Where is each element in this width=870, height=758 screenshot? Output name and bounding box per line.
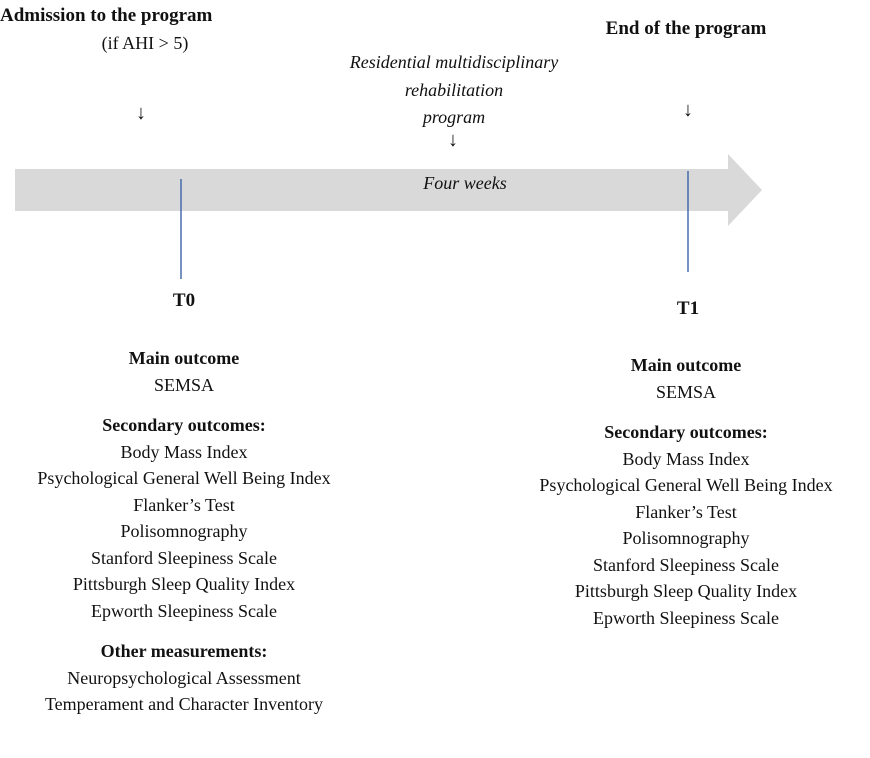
t0-secondary-item: Epworth Sleepiness Scale xyxy=(91,600,277,621)
t0-other-item: Temperament and Character Inventory xyxy=(44,694,324,714)
admission-title: Admission to the program xyxy=(0,5,213,26)
t0-secondary-item: Flanker’s Test xyxy=(133,494,235,515)
t0-secondary-item: Psychological General Well Being Index xyxy=(37,468,331,488)
program-line-2: rehabilitation xyxy=(404,80,504,100)
admission-condition: (if AHI > 5) xyxy=(101,33,189,53)
timeline-arrow xyxy=(0,0,870,290)
t1-secondary-item: Body Mass Index xyxy=(622,448,750,469)
t1-label: T1 xyxy=(676,298,700,319)
t1-secondary-heading: Secondary outcomes: xyxy=(604,422,768,442)
t1-secondary-item: Pittsburgh Sleep Quality Index xyxy=(574,581,798,601)
t0-secondary-item: Stanford Sleepiness Scale xyxy=(91,547,277,568)
admission-down-arrow-icon: ↓ xyxy=(136,102,146,124)
t0-other-heading: Other measurements: xyxy=(100,641,268,661)
t1-secondary-item: Stanford Sleepiness Scale xyxy=(593,554,779,575)
timeline-arrow-shape xyxy=(15,154,762,226)
t1-main-outcome-heading: Main outcome xyxy=(630,355,742,375)
t0-main-outcome-heading: Main outcome xyxy=(128,348,240,368)
t1-measurements xyxy=(539,352,832,631)
program-line-3: program xyxy=(422,107,486,127)
program-down-arrow-icon: ↓ xyxy=(448,129,458,151)
t0-secondary-item: Body Mass Index xyxy=(120,441,248,462)
t0-measurements xyxy=(37,345,330,718)
t0-other-item: Neuropsychological Assessment xyxy=(67,667,301,688)
end-title: End of the program xyxy=(605,18,767,39)
t0-label: T0 xyxy=(172,290,196,311)
t1-main-outcome: SEMSA xyxy=(655,381,717,402)
t0-secondary-item: Polisomnography xyxy=(120,521,248,541)
t1-secondary-item: Flanker’s Test xyxy=(635,501,737,522)
t1-secondary-item: Psychological General Well Being Index xyxy=(539,475,833,495)
duration-label: Four weeks xyxy=(423,173,507,193)
t1-secondary-item: Epworth Sleepiness Scale xyxy=(593,607,779,628)
end-down-arrow-icon: ↓ xyxy=(683,99,693,121)
program-line-1: Residential multidisciplinary xyxy=(349,52,559,72)
t0-secondary-item: Pittsburgh Sleep Quality Index xyxy=(72,574,296,594)
t0-main-outcome: SEMSA xyxy=(153,374,215,395)
t0-secondary-heading: Secondary outcomes: xyxy=(102,415,266,435)
t1-secondary-item: Polisomnography xyxy=(622,528,750,548)
